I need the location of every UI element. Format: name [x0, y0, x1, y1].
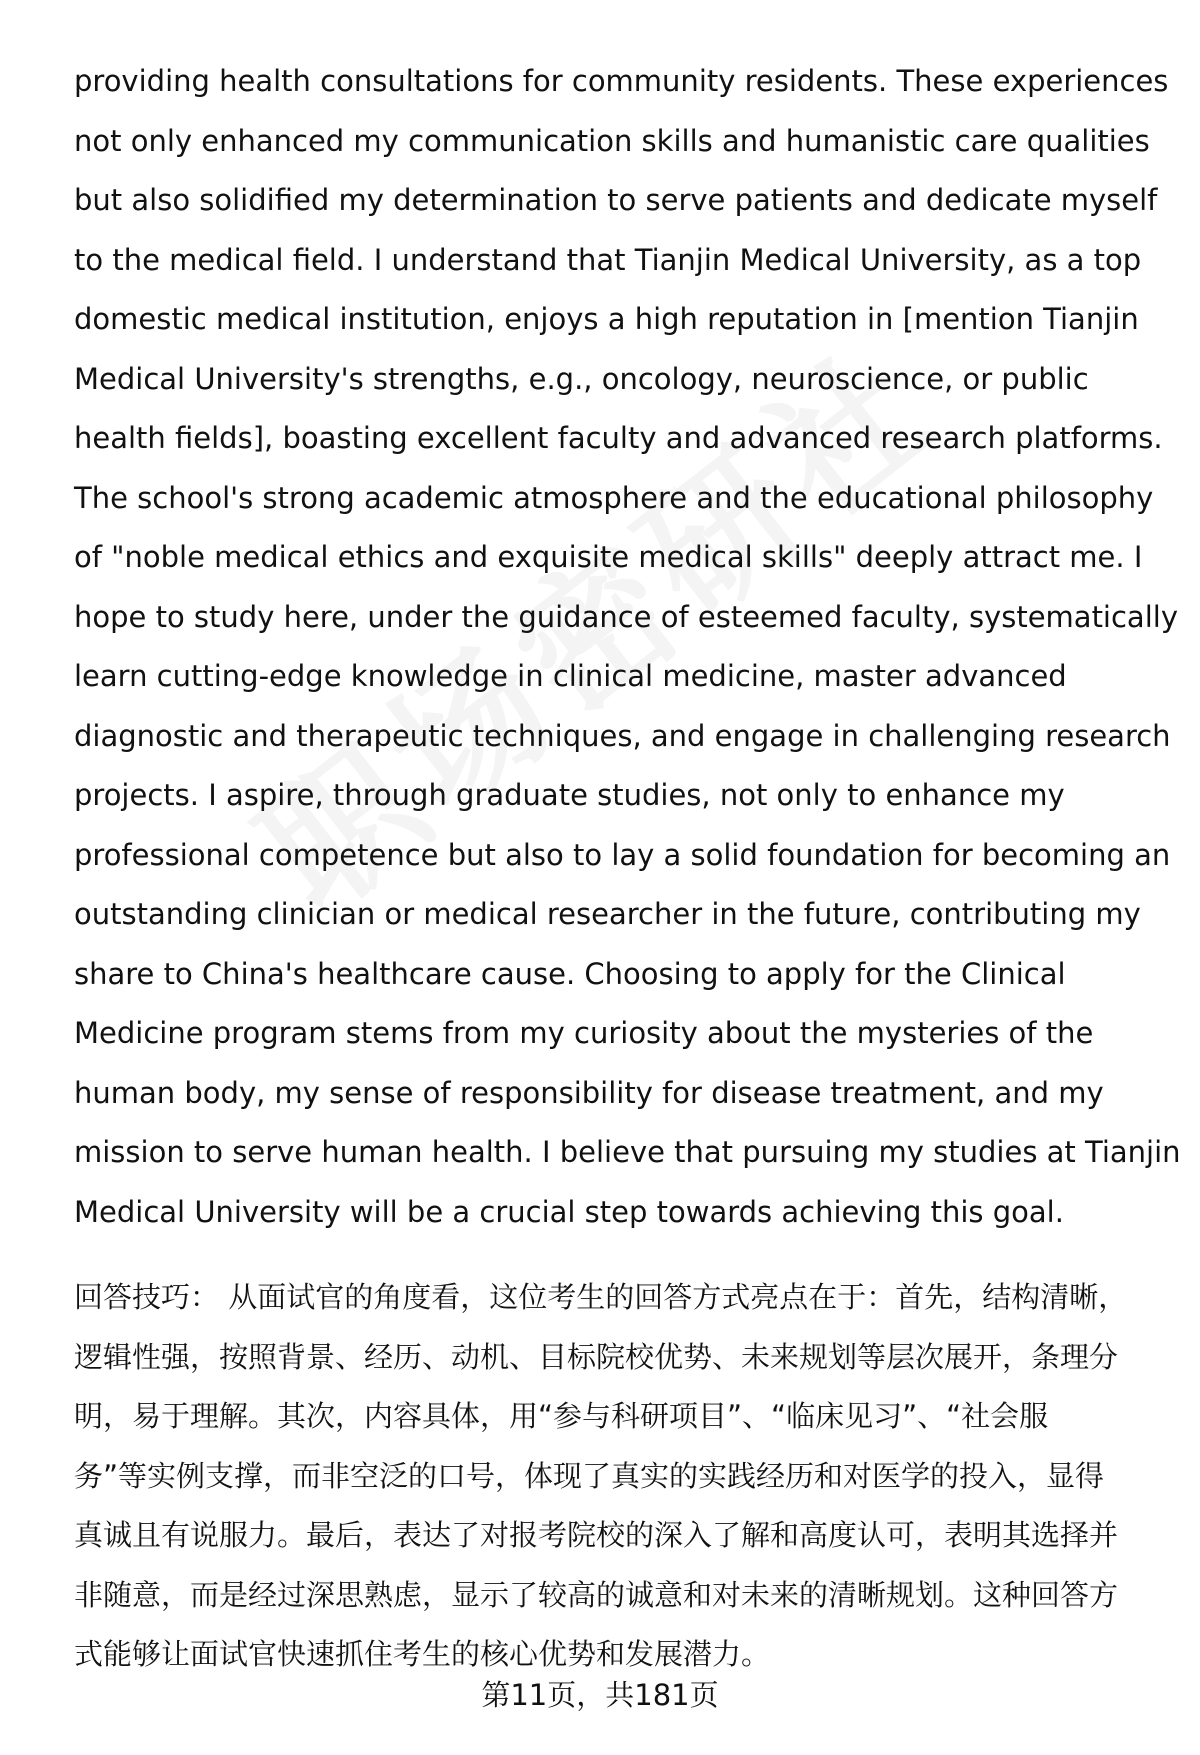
paragraph-line: Medical University's strengths, e.g., oncology, neuroscience, or public	[74, 361, 1089, 396]
tips-line: 真诚且有说服力。最后，表达了对报考院校的深入了解和高度认可，表明其选择并	[74, 1518, 1119, 1552]
paragraph-line: outstanding clinician or medical researcher in the future, contributing my	[74, 897, 1141, 931]
paragraph-line: share to China's healthcare cause. Choosing to apply for the Clinical	[74, 956, 1066, 991]
paragraph-line: professional competence but also to lay a solid foundation for becoming an	[74, 837, 1171, 872]
tips-line: 非随意，而是经过深思熟虑，显示了较高的诚意和对未来的清晰规划。这种回答方	[74, 1577, 1119, 1612]
tips-line: 务”等实例支撑，而非空泛的口号，体现了真实的实践经历和对医学的投入，显得	[74, 1458, 1105, 1493]
paragraph-line: Medical University will be a crucial step towards achieving this goal.	[74, 1194, 1064, 1229]
paragraph-line: hope to study here, under the guidance of esteemed faculty, systematically	[74, 599, 1178, 634]
paragraph-line: Medicine program stems from my curiosity about the mysteries of the	[74, 1016, 1094, 1050]
paragraph-line: mission to serve human health. I believe that pursuing my studies at Tianjin	[74, 1135, 1181, 1169]
paragraph-line: providing health consultations for community residents. These experiences	[74, 64, 1169, 98]
paragraph-line: of "noble medical ethics and exquisite medical skills" deeply attract me. I	[74, 540, 1143, 574]
paragraph-line: health fields], boasting excellent faculty and advanced research platforms.	[74, 421, 1163, 455]
page-number: 第11页，共181页	[481, 1678, 719, 1712]
paragraph-line: learn cutting-edge knowledge in clinical medicine, master advanced	[74, 659, 1067, 693]
paragraph-line: not only enhanced my communication skills and humanistic care qualities	[74, 123, 1150, 158]
tips-line: 式能够让面试官快速抓住考生的核心优势和发展潜力。	[74, 1637, 771, 1671]
tips-line: 明，易于理解。其次，内容具体，用“参与科研项目”、“临床见习”、“社会服	[74, 1399, 1049, 1433]
paragraph-line: projects. I aspire, through graduate studies, not only to enhance my	[74, 778, 1065, 812]
paragraph-line: The school's strong academic atmosphere and the educational philosophy	[74, 480, 1154, 515]
paragraph-line: to the medical field. I understand that Tianjin Medical University, as a top	[74, 242, 1142, 277]
paragraph-line: diagnostic and therapeutic techniques, and engage in challenging research	[74, 718, 1171, 753]
paragraph-line: domestic medical institution, enjoys a high reputation in [mention Tianjin	[74, 302, 1139, 336]
paragraph-line: but also solidified my determination to serve patients and dedicate myself	[74, 183, 1158, 217]
tips-line: 逻辑性强，按照背景、经历、动机、目标院校优势、未来规划等层次展开，条理分	[74, 1339, 1119, 1374]
answer-tips-paragraph	[74, 1268, 1164, 1685]
paragraph-line: human body, my sense of responsibility for disease treatment, and my	[74, 1075, 1104, 1110]
tips-line: 回答技巧： 从面试官的角度看，这位考生的回答方式亮点在于：首先，结构清晰，	[74, 1280, 1128, 1314]
english-answer-paragraph	[74, 52, 1181, 1242]
